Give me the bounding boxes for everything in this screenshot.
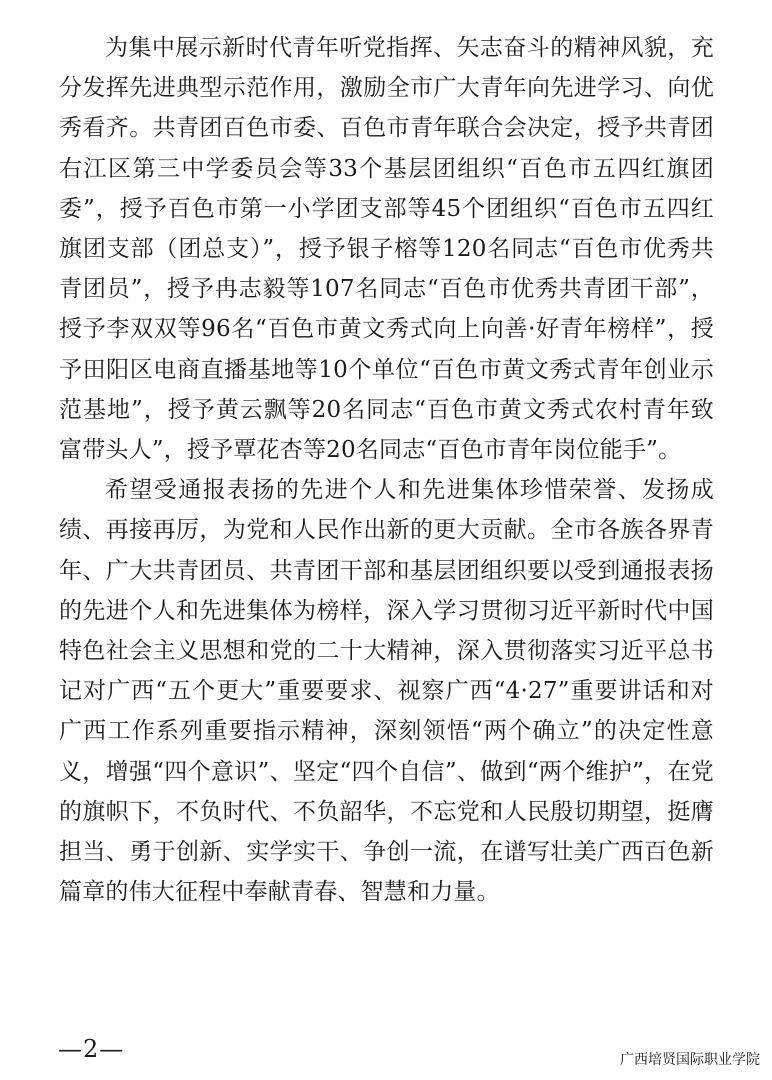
page-number: —2— <box>58 1035 125 1063</box>
document-body <box>59 28 714 912</box>
paragraph-commendation: 为集中展示新时代青年听党指挥、矢志奋斗的精神风貌，充分发挥先进典型示范作用，激励全市广大青年向先进学习、向优秀看齐。共青团百色市委、百色市青年联合会决定，授予共青团右江区第三中学委员会等33个基层团组织“百色市五四红旗团委”，授予百色市第一小学团支部等45个团组织“百色市五四红旗团支部（团总支）”，授予银子榕等120名同志“百色市优秀共青团员”，授予冉志毅等107名同志“百色市优秀共青团干部”，授予李双双等96名“百色市黄文秀式向上向善·好青年榜样”，授予田阳区电商直播基地等10个单位“百色市黄文秀式青年创业示范基地”，授予黄云飘等20名同志“百色市黄文秀式农村青年致富带头人”，授予覃花杏等20名同志“百色市青年岗位能手”。 <box>59 35 714 464</box>
paragraph-call-to-action: 希望受通报表扬的先进个人和先进集体珍惜荣誉、发扬成绩、再接再厉，为党和人民作出新的更大贡献。全市各族各界青年、广大共青团员、共青团干部和基层团组织要以受到通报表扬的先进个人和先进集体为榜样，深入学习贯彻习近平新时代中国特色社会主义思想和党的二十大精神，深入贯彻落实习近平总书记对广西“五个更大”重要要求、视察广西“4·27”重要讲话和对广西工作系列重要指示精神，深刻领悟“两个确立”的决定性意义，增强“四个意识”、坚定“四个自信”、做到“两个维护”，在党的旗帜下，不负时代、不负韶华，不忘党和人民殷切期望，挺膺担当、勇于创新、实学实干、争创一流，在谱写壮美广西百色新篇章的伟大征程中奉献青春、智慧和力量。 <box>59 477 714 906</box>
watermark-institution: 广西培贤国际职业学院 <box>620 1052 760 1068</box>
